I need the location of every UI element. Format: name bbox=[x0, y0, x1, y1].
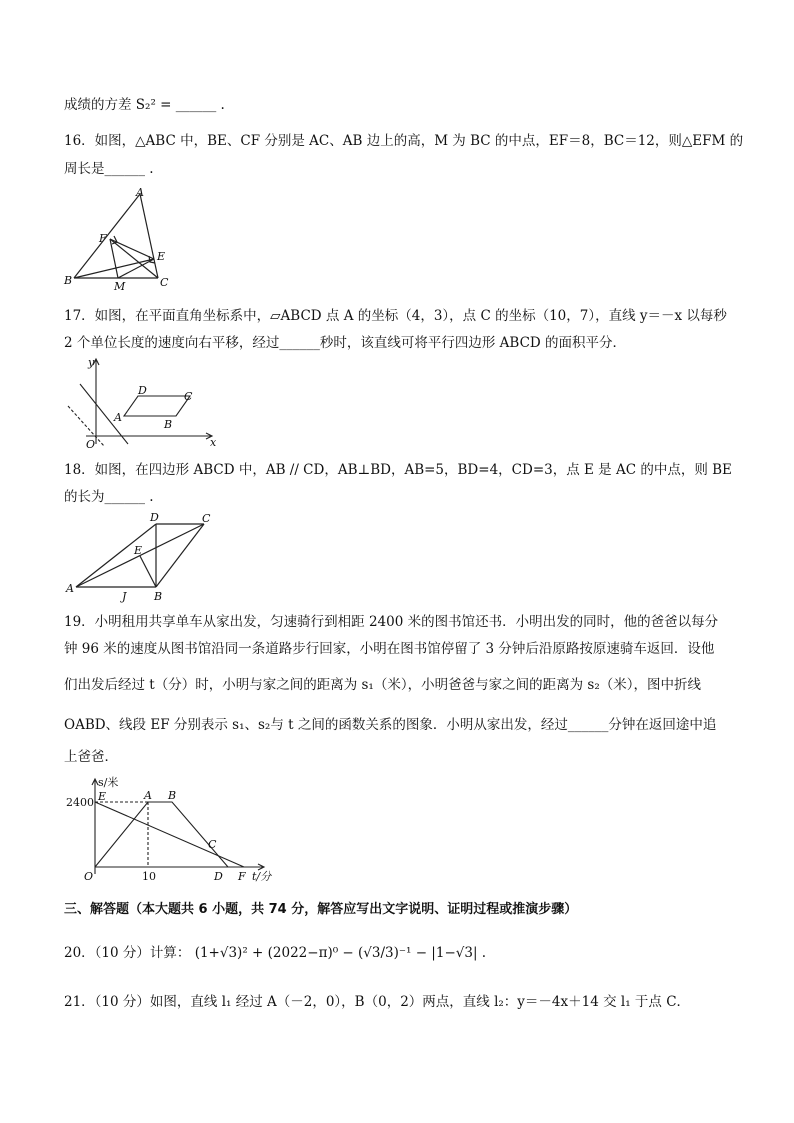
q16-label-E: E bbox=[157, 250, 166, 263]
q16-label-M: M bbox=[114, 280, 126, 293]
q19-line2: 钟 96 米的速度从图书馆沿同一条道路步行回家，小明在图书馆停留了 3 分钟后沿原路按原速骑车返回．设他 bbox=[64, 641, 715, 657]
section-3-heading: 三、解答题（本大题共 6 小题，共 74 分，解答应写出文字说明、证明过程或推演步骤） bbox=[64, 902, 578, 917]
q18-line2: 的长为______ . bbox=[64, 489, 154, 505]
q19-ytick-2400: 2400 bbox=[66, 796, 94, 809]
q18-label-J: J bbox=[122, 590, 127, 603]
q19-label-B: B bbox=[168, 789, 177, 802]
q20-prefix: 20．（10 分）计算： bbox=[64, 945, 191, 961]
q18-label-D: D bbox=[150, 511, 159, 524]
q19-label-D: D bbox=[214, 870, 223, 883]
q20 bbox=[64, 944, 486, 962]
q19-xlabel: t/分 bbox=[252, 870, 272, 883]
q19-label-C: C bbox=[208, 838, 217, 851]
q19-line5: 上爸爸． bbox=[64, 749, 118, 765]
q19-distance-time-graph bbox=[64, 774, 274, 890]
q19-label-O: O bbox=[84, 870, 94, 883]
q16-label-B: B bbox=[64, 274, 73, 287]
q19-ylabel: s/米 bbox=[98, 776, 119, 789]
q17-line1: 17．如图，在平面直角坐标系中，▱ABCD 点 A 的坐标（4，3），点 C 的坐标（10，7），直线 y＝－x 以每秒 bbox=[64, 308, 727, 324]
q19-label-F: F bbox=[238, 870, 246, 883]
q16-line2: 周长是______ . bbox=[64, 161, 154, 177]
q17-line2: 2 个单位长度的速度向右平移，经过______秒时，该直线可将平行四边形 ABCD 的面积平分． bbox=[64, 335, 627, 351]
q16-label-F: F bbox=[99, 232, 107, 245]
q21: 21．（10 分）如图，直线 l₁ 经过 A（－2，0），B（0，2）两点，直线 l₂：y＝－4x＋14 交 l₁ 于点 C． bbox=[64, 994, 691, 1010]
q18-label-E: E bbox=[134, 544, 143, 557]
q19-line3: 们出发后经过 t（分）时，小明与家之间的距离为 s₁（米），小明爸爸与家之间的距离为 s₂（米），图中折线 bbox=[64, 677, 701, 693]
q16-triangle-figure bbox=[64, 186, 174, 294]
q17-label-A: A bbox=[114, 411, 122, 424]
q17-label-y: y bbox=[88, 356, 95, 369]
q17-label-D: D bbox=[138, 384, 147, 397]
q15-tail: 成绩的方差 S₂² = ______ . bbox=[64, 97, 225, 113]
q18-quadrilateral-figure bbox=[64, 512, 224, 604]
q16-label-A: A bbox=[136, 186, 144, 199]
q19-line1: 19．小明租用共享单车从家出发，匀速骑行到相距 2400 米的图书馆还书．小明出发的同时，他的爸爸以每分 bbox=[64, 614, 719, 630]
q17-coordinate-figure bbox=[64, 354, 224, 450]
q18-label-A: A bbox=[66, 582, 74, 595]
q17-label-C: C bbox=[184, 390, 193, 403]
q20-expression: (1+√3)² + (2022−π)⁰ − (√3/3)⁻¹ − |1−√3| . bbox=[194, 945, 487, 961]
q19-label-A: A bbox=[144, 789, 152, 802]
q17-label-O: O bbox=[86, 438, 96, 451]
q19-line4: OABD、线段 EF 分别表示 s₁、s₂与 t 之间的函数关系的图象．小明从家出发，经过______分钟在返回途中追 bbox=[64, 717, 717, 733]
q17-label-B: B bbox=[164, 418, 173, 431]
q17-label-x: x bbox=[210, 436, 217, 449]
q19-label-E: E bbox=[98, 790, 107, 803]
q18-line1: 18．如图，在四边形 ABCD 中，AB // CD，AB⊥BD，AB=5，BD=4，CD=3，点 E 是 AC 的中点，则 BE bbox=[64, 462, 732, 478]
q18-label-B: B bbox=[154, 590, 163, 603]
q19-xtick-10: 10 bbox=[142, 870, 156, 883]
q18-label-C: C bbox=[202, 512, 211, 525]
q16-label-C: C bbox=[160, 276, 169, 289]
q16-line1: 16．如图，△ABC 中，BE、CF 分别是 AC、AB 边上的高，M 为 BC 的中点，EF＝8，BC＝12，则△EFM 的 bbox=[64, 133, 744, 149]
